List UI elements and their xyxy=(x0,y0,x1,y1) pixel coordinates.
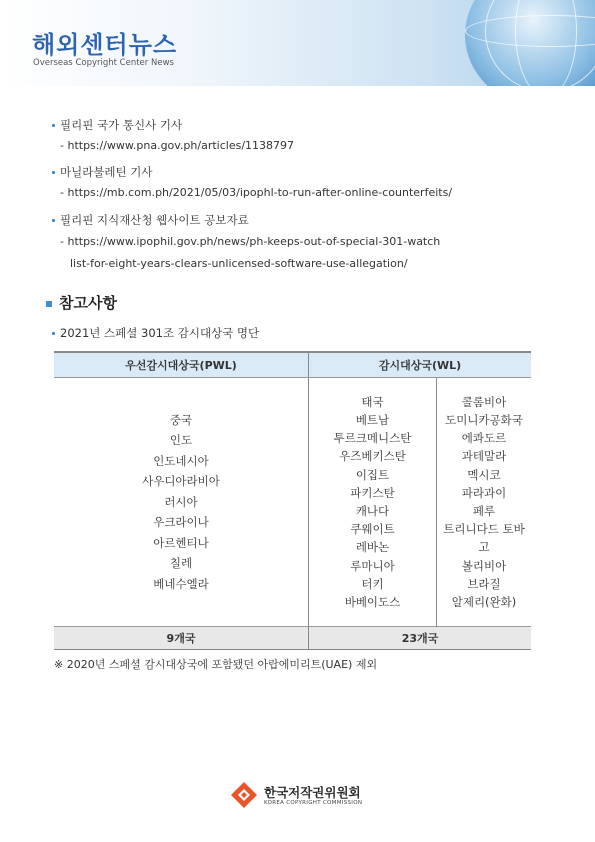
bullet-icon xyxy=(52,332,55,335)
country-item: 알제리(완화) xyxy=(451,595,517,610)
country-item: 도미니카공화국 xyxy=(445,412,523,427)
country-item: 우즈베키스탄 xyxy=(339,449,406,464)
country-item: 아르헨티나 xyxy=(153,535,209,550)
country-item: 멕시코 xyxy=(467,467,501,482)
country-item: 이집트 xyxy=(355,467,390,482)
country-item: 투르크메니스탄 xyxy=(333,431,412,446)
watch-list-table xyxy=(54,351,531,650)
country-item: 인도네시아 xyxy=(153,453,209,468)
org-name-en: KOREA COPYRIGHT COMMISSION xyxy=(264,800,363,806)
wl-list-col1 xyxy=(309,378,437,627)
country-item: 태국 xyxy=(361,394,384,409)
country-item: 쿠웨이트 xyxy=(350,522,395,537)
source-label: 필리핀 국가 통신사 기사 xyxy=(60,118,183,132)
section-heading xyxy=(46,292,117,313)
pwl-list xyxy=(54,378,309,627)
globe-icon xyxy=(465,0,595,86)
wl-total: 23개국 xyxy=(309,627,532,650)
country-item: 브라질 xyxy=(467,576,501,591)
country-item: 파키스탄 xyxy=(350,485,395,500)
source-label: 필리핀 지식재산청 웹사이트 공보자료 xyxy=(60,213,249,227)
header-wl: 감시대상국(WL) xyxy=(309,352,532,378)
header-pwl: 우선감시대상국(PWL) xyxy=(54,352,309,378)
square-bullet-icon xyxy=(46,301,52,307)
logo-icon xyxy=(230,781,258,809)
globe-parallel xyxy=(465,15,595,47)
country-item: 레바논 xyxy=(355,540,390,555)
country-item: 터키 xyxy=(361,576,384,591)
org-name: 한국저작권위원회 xyxy=(264,785,361,800)
header-subtitle: Overseas Copyright Center News xyxy=(33,58,174,68)
header-title: 해외센터뉴스 xyxy=(32,31,178,59)
reference-bullet xyxy=(52,325,259,341)
bullet-icon xyxy=(52,219,55,222)
section-heading-text: 참고사항 xyxy=(59,294,117,312)
country-item: 중국 xyxy=(169,412,193,427)
wl-list-col2 xyxy=(437,378,532,627)
page-header xyxy=(0,0,595,86)
source-item-pna xyxy=(52,117,182,133)
country-item: 사우디아라비아 xyxy=(142,474,220,489)
source-url[interactable]: - https://mb.com.ph/2021/05/03/ipophl-to-run-after-online-counterfeits/ xyxy=(60,186,453,199)
source-label: 마닐라불레틴 기사 xyxy=(60,165,153,179)
country-item: 베트남 xyxy=(355,412,390,427)
reference-bullet-text: 2021년 스페셜 301조 감시대상국 명단 xyxy=(60,326,260,340)
country-item: 볼리비아 xyxy=(461,558,507,573)
country-item: 파라과이 xyxy=(461,485,507,500)
footer-logo xyxy=(230,781,370,811)
pwl-total: 9개국 xyxy=(54,627,309,650)
country-item: 과테말라 xyxy=(461,449,507,464)
source-url[interactable]: - https://www.ipophil.gov.ph/news/ph-keeps-out-of-special-301-watch xyxy=(60,235,441,248)
country-item: 인도 xyxy=(169,433,193,448)
source-item-mb xyxy=(52,164,153,180)
country-item: 베네수엘라 xyxy=(153,576,209,591)
country-item: 칠레 xyxy=(169,556,193,571)
country-item: 콜롬비아 xyxy=(461,394,507,409)
country-item: 페루 xyxy=(472,504,496,518)
source-url-continued[interactable]: list-for-eight-years-clears-unlicensed-software-use-allegation/ xyxy=(70,257,408,270)
country-item: 에콰도르 xyxy=(461,431,507,446)
source-item-ipophil xyxy=(52,212,249,228)
bullet-icon xyxy=(52,171,55,174)
country-item: 바베이도스 xyxy=(344,595,401,610)
country-item: 트리니다드 토바고 xyxy=(443,522,525,555)
footnote: ※ 2020년 스페셜 감시대상국에 포함됐던 아랍에미리트(UAE) 제외 xyxy=(54,658,378,671)
source-url[interactable]: - https://www.pna.gov.ph/articles/1138797 xyxy=(60,139,295,152)
country-item: 캐나다 xyxy=(355,504,390,518)
country-item: 러시아 xyxy=(164,494,198,509)
country-item: 루마니아 xyxy=(350,558,395,573)
country-item: 우크라이나 xyxy=(153,515,209,530)
bullet-icon xyxy=(52,124,55,127)
